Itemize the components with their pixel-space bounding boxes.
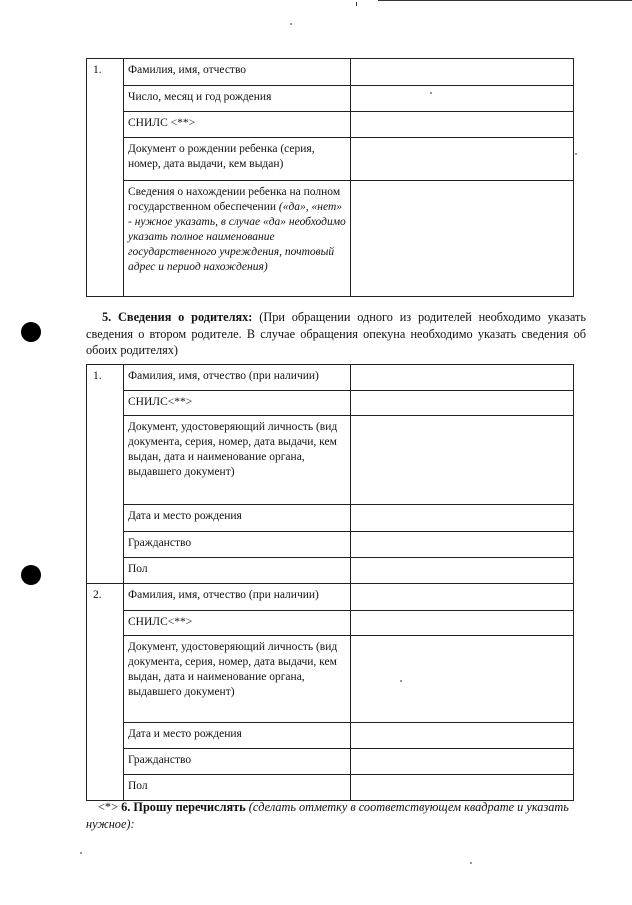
parent-2-sex-field[interactable] (351, 775, 574, 801)
scan-speck (575, 153, 577, 155)
birth-document-field[interactable] (351, 138, 574, 181)
top-rule (378, 0, 632, 1)
table-row (87, 59, 574, 86)
punch-hole (21, 322, 41, 342)
field-label: СНИЛС<**> (124, 391, 351, 416)
field-label: Гражданство (124, 532, 351, 558)
scan-speck (290, 23, 292, 25)
table-row (87, 532, 574, 558)
table-row (87, 365, 574, 391)
state-custody-field[interactable] (351, 181, 574, 297)
section-5-heading: 5. Сведения о родителях: (102, 310, 253, 324)
field-label: Документ, удостоверяющий личность (вид документа, серия, номер, дата выдачи, кем выдан, дата и наименование органа, выдавшего документ) (124, 636, 351, 723)
section-6-heading: 6. Прошу перечислять (121, 800, 246, 814)
row-number: 2. (87, 584, 124, 801)
custody-label-hint: («да», «нет» - нужное указать, в случае «да» необходимо указать полное наименование государственного учреждения, почтовый адрес и период нахождения) (128, 201, 346, 273)
parent-1-sex-field[interactable] (351, 558, 574, 584)
parent-2-id-document-field[interactable] (351, 636, 574, 723)
field-label: СНИЛС <**> (124, 112, 351, 138)
parent-2-snils-field[interactable] (351, 611, 574, 636)
section-5-paragraph (86, 309, 586, 359)
field-label: Фамилия, имя, отчество (124, 59, 351, 86)
scan-speck (470, 862, 472, 864)
field-label: Пол (124, 775, 351, 801)
parent-1-birth-field[interactable] (351, 505, 574, 532)
parent-2-citizenship-field[interactable] (351, 749, 574, 775)
field-label: Фамилия, имя, отчество (при наличии) (124, 584, 351, 611)
row-number: 1. (87, 365, 124, 584)
table-row (87, 723, 574, 749)
row-number: 1. (87, 59, 124, 297)
table-row (87, 181, 574, 297)
section-6-paragraph (86, 799, 576, 832)
field-label: Дата и место рождения (124, 505, 351, 532)
snils-field[interactable] (351, 112, 574, 138)
field-label (124, 181, 351, 297)
table-row (87, 584, 574, 611)
table-row (87, 611, 574, 636)
table-row (87, 636, 574, 723)
child-info-table (86, 58, 574, 297)
parent-2-birth-field[interactable] (351, 723, 574, 749)
field-label: Документ о рождении ребенка (серия, номер, дата выдачи, кем выдан) (124, 138, 351, 181)
field-label: Документ, удостоверяющий личность (вид документа, серия, номер, дата выдачи, кем выдан, дата и наименование органа, выдавшего документ) (124, 416, 351, 505)
section-6-text: (сделать отметку в соответствующем квадрате и указать нужное): (86, 800, 569, 831)
top-tick-mark (356, 2, 357, 6)
full-name-field[interactable] (351, 59, 574, 86)
parent-2-name-field[interactable] (351, 584, 574, 611)
section-5-text: (При обращении одного из родителей необходимо указать сведения о втором родителе. В случае обращения опекуна необходимо указать сведения об обоих родителях) (86, 310, 587, 357)
parent-1-id-document-field[interactable] (351, 416, 574, 505)
field-label: Гражданство (124, 749, 351, 775)
field-label: Пол (124, 558, 351, 584)
scan-speck (80, 852, 82, 854)
table-row (87, 505, 574, 532)
punch-hole (21, 565, 41, 585)
field-label: Дата и место рождения (124, 723, 351, 749)
table-row (87, 749, 574, 775)
scan-speck (430, 92, 432, 94)
parents-info-table (86, 364, 574, 801)
scan-speck (400, 680, 402, 682)
parent-1-snils-field[interactable] (351, 391, 574, 416)
footnote-marker: <*> (98, 800, 119, 814)
field-label: Фамилия, имя, отчество (при наличии) (124, 365, 351, 391)
parent-1-name-field[interactable] (351, 365, 574, 391)
table-row (87, 558, 574, 584)
table-row (87, 112, 574, 138)
table-row (87, 416, 574, 505)
table-row (87, 775, 574, 801)
field-label: Число, месяц и год рождения (124, 86, 351, 112)
table-row (87, 86, 574, 112)
birth-date-field[interactable] (351, 86, 574, 112)
custody-label-text: Сведения о нахождении ребенка на полном государственном обеспечении (128, 186, 341, 213)
field-label: СНИЛС<**> (124, 611, 351, 636)
table-row (87, 138, 574, 181)
parent-1-citizenship-field[interactable] (351, 532, 574, 558)
table-row (87, 391, 574, 416)
